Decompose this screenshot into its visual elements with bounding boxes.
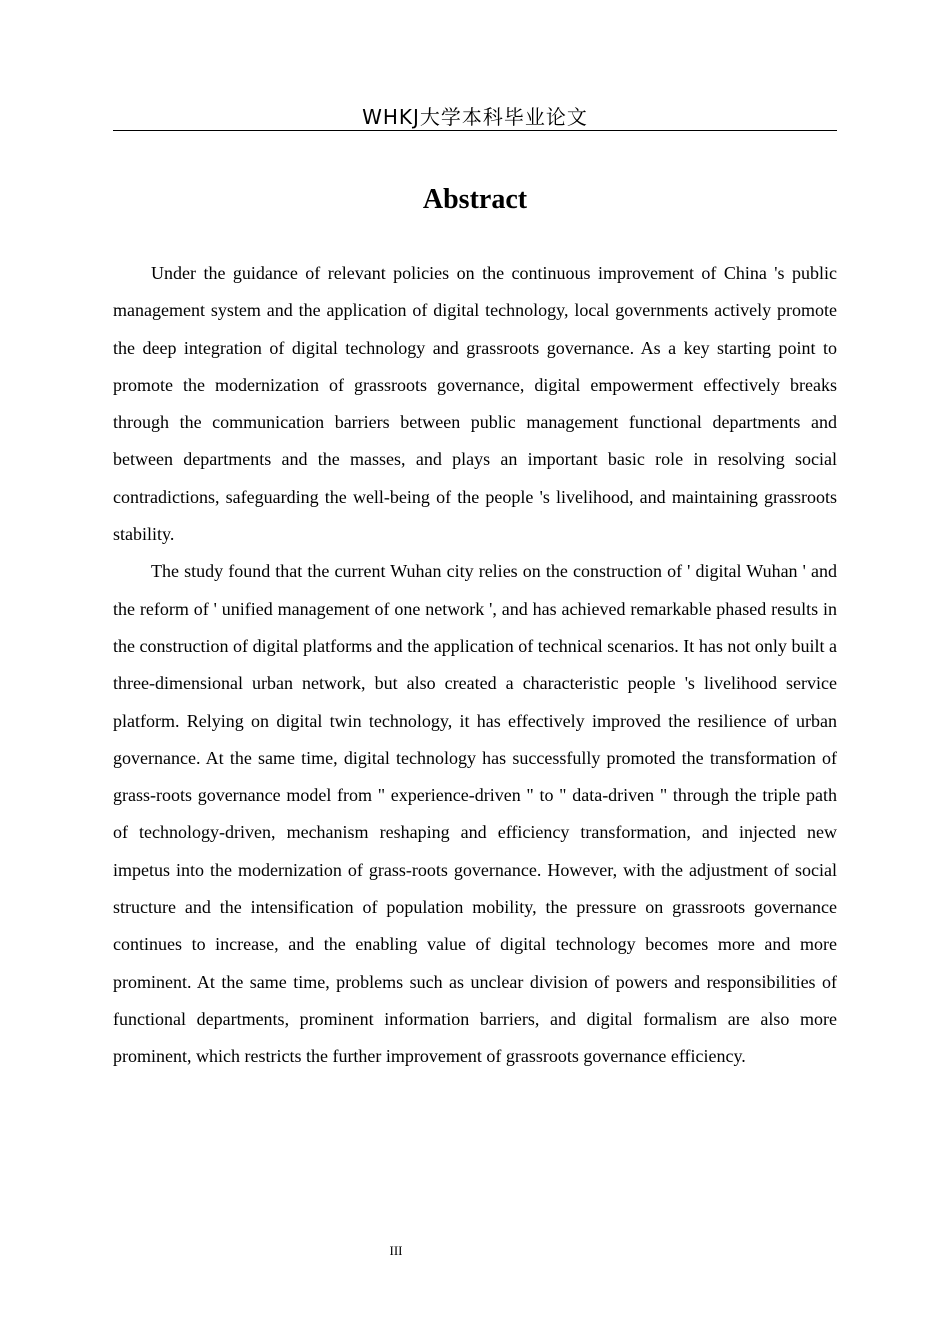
header-rule: [113, 130, 837, 131]
abstract-paragraph-2: The study found that the current Wuhan city relies on the construction of ' digital Wuhan ' and the reform of ' unified management of one network ', and has achieved remarkable phased results in the construction of digital platforms and the application of technical scenarios. It has not only built a three-dimensional urban network, but also created a characteristic people 's livelihood service platform. Relying on digital twin technology, it has effectively improved the resilience of urban governance. At the same time, digital technology has successfully promoted the transformation of grass-roots governance model from " experience-driven " to " data-driven " through the triple path of technology-driven, mechanism reshaping and efficiency transformation, and injected new impetus into the modernization of grass-roots governance. However, with the adjustment of social structure and the intensification of population mobility, the pressure on grassroots governance continues to increase, and the enabling value of digital technology becomes more and more prominent. At the same time, problems such as unclear division of powers and responsibilities of functional departments, prominent information barriers, and digital formalism are also more prominent, which restricts the further improvement of grassroots governance efficiency.: [113, 561, 837, 1067]
page-number: III: [389, 1243, 403, 1258]
abstract-title: Abstract: [422, 184, 528, 215]
abstract-body: [113, 255, 837, 1076]
running-header: WHKJ大学本科毕业论文: [362, 105, 588, 129]
abstract-paragraph-1: Under the guidance of relevant policies on the continuous improvement of China 's public management system and the application of digital technology, local governments actively promote the deep integration of digital technology and grassroots governance. As a key starting point to promote the modernization of grassroots governance, digital empowerment effectively breaks through the communication barriers between public management functional departments and between departments and the masses, and plays an important basic role in resolving social contradictions, safeguarding the well-being of the people 's livelihood, and maintaining grassroots stability.: [113, 263, 837, 545]
